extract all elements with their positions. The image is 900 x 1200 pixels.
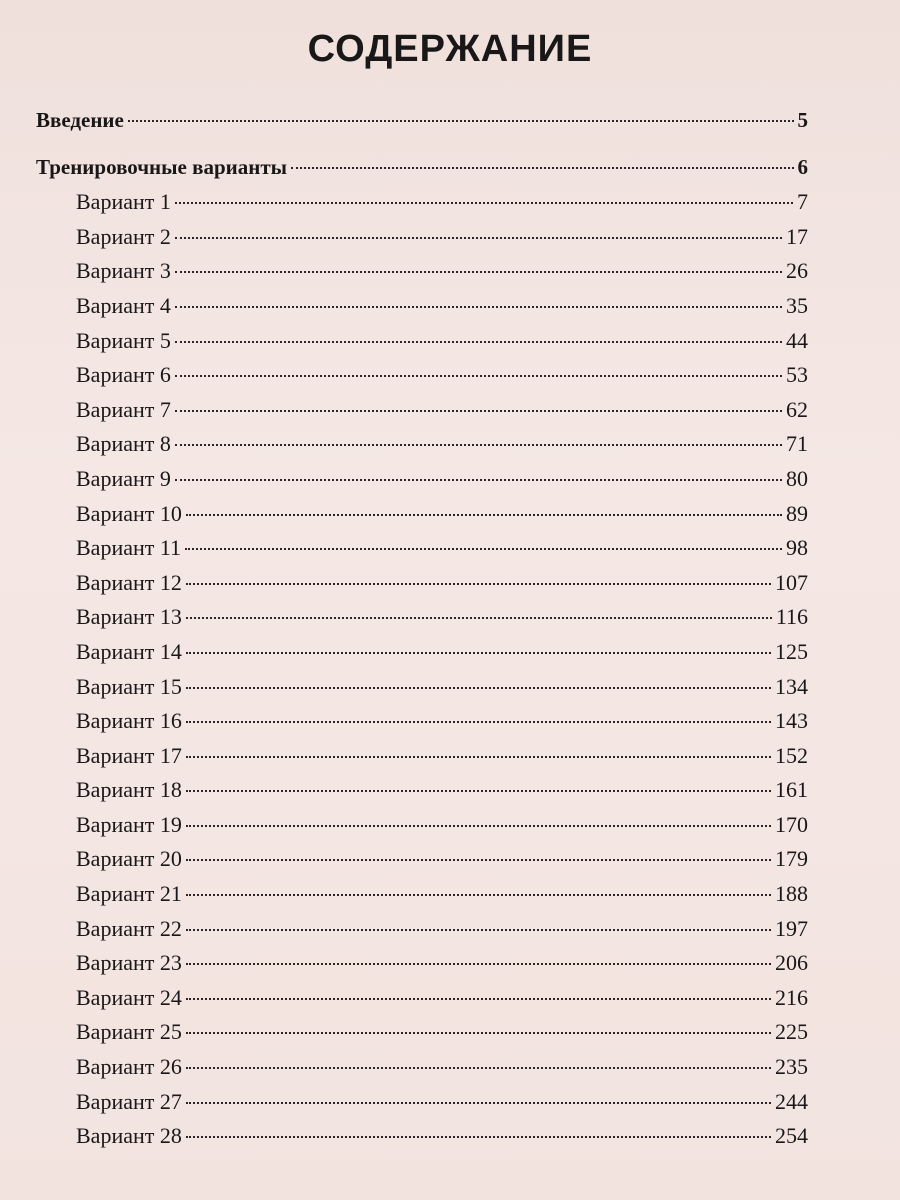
dot-leader [186, 1032, 771, 1034]
dot-leader [175, 271, 782, 273]
dot-leader [186, 1102, 771, 1104]
toc-entry-label: Вариант 1 [76, 189, 171, 215]
toc-entry-page: 44 [786, 327, 808, 353]
toc-entry-variant [36, 1123, 808, 1158]
toc-entry-label: Вариант 18 [76, 777, 182, 803]
dot-leader [291, 167, 793, 169]
toc-entry-page: 170 [775, 811, 808, 837]
toc-entry-page: 188 [775, 881, 808, 907]
dot-leader [186, 1136, 771, 1138]
toc-entry-page: 161 [775, 777, 808, 803]
toc-entry-label: Вариант 21 [76, 881, 182, 907]
dot-leader [175, 341, 782, 343]
toc-entry-variant [36, 362, 808, 397]
toc-entry-label: Вариант 14 [76, 638, 182, 664]
toc-entry-training-variants [36, 155, 808, 190]
toc-entry-variant [36, 674, 808, 709]
toc-entry-variant [36, 639, 808, 674]
toc-entry-variant [36, 1054, 808, 1089]
dot-leader [175, 202, 793, 204]
toc-entry-label: Вариант 23 [76, 950, 182, 976]
variant-list [36, 189, 808, 1158]
toc-entry-variant [36, 1019, 808, 1054]
dot-leader [186, 929, 771, 931]
dot-leader [186, 756, 771, 758]
toc-entry-variant [36, 846, 808, 881]
dot-leader [186, 963, 771, 965]
toc-entry-variant [36, 1089, 808, 1124]
toc-entry-page: 125 [775, 638, 808, 664]
toc-entry-page: 5 [797, 108, 808, 132]
dot-leader [175, 306, 782, 308]
toc-entry-page: 197 [775, 915, 808, 941]
toc-entry-page: 116 [775, 604, 808, 630]
dot-leader [186, 998, 771, 1000]
toc-entry-variant [36, 293, 808, 328]
toc-entry-label: Вариант 5 [76, 327, 171, 353]
toc-entry-page: 80 [786, 465, 808, 491]
toc-entry-page: 235 [775, 1054, 808, 1080]
toc-entry-label: Вариант 11 [76, 535, 182, 561]
toc-entry-label: Вариант 12 [76, 569, 182, 595]
toc-entry-label: Вариант 17 [76, 742, 182, 768]
toc-entry-page: 225 [775, 1019, 808, 1045]
toc-entry-label: Вариант 4 [76, 292, 171, 318]
toc-entry-page: 7 [797, 189, 808, 215]
toc-entry-page: 143 [775, 708, 808, 734]
toc-entry-variant [36, 604, 808, 639]
toc-entry-label: Вариант 8 [76, 431, 171, 457]
dot-leader [186, 514, 782, 516]
toc-entry-page: 62 [786, 396, 808, 422]
toc-entry-label: Вариант 9 [76, 465, 171, 491]
toc-entry-label: Вариант 25 [76, 1019, 182, 1045]
dot-leader [186, 790, 771, 792]
toc-entry-variant [36, 258, 808, 293]
dot-leader [186, 652, 771, 654]
dot-leader [186, 583, 771, 585]
dot-leader [175, 375, 782, 377]
dot-leader [175, 444, 782, 446]
dot-leader [175, 237, 782, 239]
dot-leader [186, 825, 771, 827]
toc-entry-page: 98 [786, 535, 808, 561]
dot-leader [186, 687, 771, 689]
dot-leader [186, 721, 771, 723]
toc-entry-variant [36, 708, 808, 743]
toc-entry-variant [36, 466, 808, 501]
dot-leader [185, 548, 782, 550]
toc-entry-variant [36, 535, 808, 570]
toc-entry-variant [36, 985, 808, 1020]
toc-entry-label: Вариант 7 [76, 396, 171, 422]
toc-entry-page: 216 [775, 984, 808, 1010]
dot-leader [186, 1067, 771, 1069]
toc-entry-label: Вариант 26 [76, 1054, 182, 1080]
toc-entry-label: Вариант 22 [76, 915, 182, 941]
toc-entry-page: 254 [775, 1123, 808, 1149]
toc-entry-page: 206 [775, 950, 808, 976]
toc-entry-page: 152 [775, 742, 808, 768]
toc-entry-label: Введение [36, 108, 124, 132]
toc-entry-variant [36, 812, 808, 847]
toc-entry-page: 17 [786, 223, 808, 249]
dot-leader [186, 859, 771, 861]
toc-entry-introduction [36, 108, 808, 143]
toc-entry-label: Вариант 13 [76, 604, 182, 630]
table-of-contents [36, 108, 808, 1158]
toc-entry-label: Вариант 16 [76, 708, 182, 734]
dot-leader [186, 617, 772, 619]
toc-entry-page: 134 [775, 673, 808, 699]
toc-entry-page: 53 [786, 362, 808, 388]
toc-entry-variant [36, 570, 808, 605]
toc-entry-page: 71 [786, 431, 808, 457]
toc-entry-page: 6 [797, 154, 808, 179]
toc-entry-variant [36, 189, 808, 224]
toc-entry-label: Вариант 19 [76, 811, 182, 837]
toc-entry-label: Вариант 3 [76, 258, 171, 284]
toc-entry-variant [36, 431, 808, 466]
toc-entry-label: Вариант 28 [76, 1123, 182, 1149]
toc-entry-page: 107 [775, 569, 808, 595]
toc-entry-label: Вариант 6 [76, 362, 171, 388]
toc-entry-variant [36, 743, 808, 778]
toc-entry-variant [36, 881, 808, 916]
toc-entry-variant [36, 501, 808, 536]
toc-entry-label: Тренировочные варианты [36, 154, 288, 179]
toc-entry-page: 179 [775, 846, 808, 872]
dot-leader [186, 894, 771, 896]
toc-entry-page: 35 [786, 292, 808, 318]
toc-entry-label: Вариант 10 [76, 500, 182, 526]
toc-entry-variant [36, 916, 808, 951]
toc-entry-label: Вариант 27 [76, 1088, 182, 1114]
dot-leader [128, 120, 794, 122]
toc-entry-variant [36, 950, 808, 985]
toc-entry-label: Вариант 15 [76, 673, 182, 699]
toc-entry-label: Вариант 20 [76, 846, 182, 872]
toc-entry-label: Вариант 2 [76, 223, 171, 249]
toc-entry-variant [36, 397, 808, 432]
toc-entry-page: 26 [786, 258, 808, 284]
toc-entry-page: 244 [775, 1088, 808, 1114]
toc-entry-page: 89 [786, 500, 808, 526]
page-title: СОДЕРЖАНИЕ [307, 28, 593, 70]
toc-entry-variant [36, 328, 808, 363]
toc-entry-variant [36, 224, 808, 259]
toc-entry-variant [36, 777, 808, 812]
dot-leader [175, 479, 782, 481]
dot-leader [175, 410, 782, 412]
toc-entry-label: Вариант 24 [76, 984, 182, 1010]
